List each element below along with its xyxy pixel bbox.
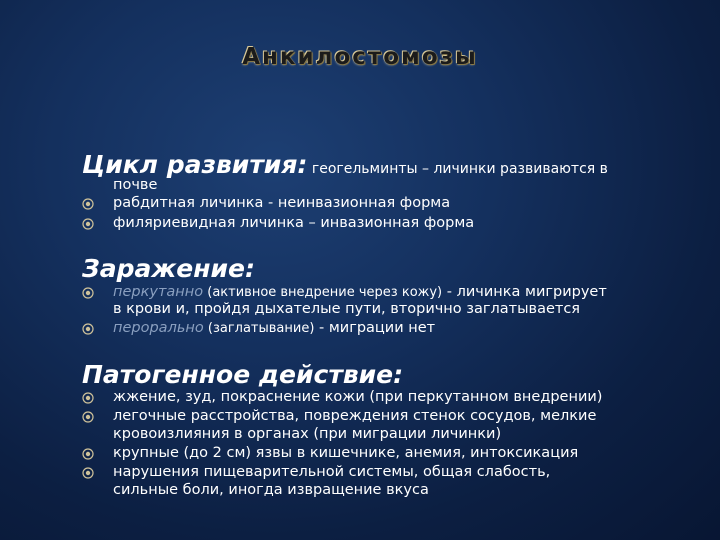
cycle-item-1: рабдитная личинка - неинвазионная форма [113,195,451,211]
slide-title: Анкилостомозы [242,44,478,70]
paren-percutaneous: (активное внедрение через кожу) [203,285,443,300]
infection-item-1-cont: в крови и, пройдя дыхателые пути, вторично заглатывается [113,301,581,317]
infection-item-1 [113,284,607,301]
term-oral: перорально [113,320,204,336]
heading-inline-term: геогельминты [311,161,418,177]
cycle-continuation: почве [113,177,158,193]
heading-inline-rest: – личинки развиваются в [417,161,608,177]
target-bullet-icon [82,392,94,404]
section-heading-cycle [82,150,608,179]
target-bullet-icon [82,287,94,299]
target-bullet-icon [82,218,94,230]
target-bullet-icon [82,198,94,210]
pathogenic-line-6: сильные боли, иногда извращение вкуса [113,482,429,498]
pathogenic-line-1: жжение, зуд, покраснение кожи (при перкутанном внедрении) [113,389,603,405]
target-bullet-icon [82,448,94,460]
target-bullet-icon [82,467,94,479]
term-percutaneous: перкутанно [113,284,204,300]
cycle-item-2: филяриевидная личинка – инвазионная форма [113,215,475,231]
pathogenic-line-3: кровоизлияния в органах (при миграции личинки) [113,426,502,442]
section-heading-infection: Заражение: [82,254,255,283]
target-bullet-icon [82,411,94,423]
pathogenic-line-2: легочные расстройства, повреждения стенок сосудов, мелкие [113,408,597,424]
rest-percutaneous: - личинка мигрирует [442,284,607,300]
infection-item-2 [113,320,435,337]
rest-oral: - миграции нет [314,320,436,336]
paren-oral: (заглатывание) [203,321,315,336]
section-heading-pathogenic: Патогенное действие: [82,360,404,389]
target-bullet-icon [82,323,94,335]
heading-text: Цикл развития: [82,150,308,179]
pathogenic-line-4: крупные (до 2 см) язвы в кишечнике, анемия, интоксикация [113,445,579,461]
pathogenic-line-5: нарушения пищеварительной системы, общая слабость, [113,464,551,480]
